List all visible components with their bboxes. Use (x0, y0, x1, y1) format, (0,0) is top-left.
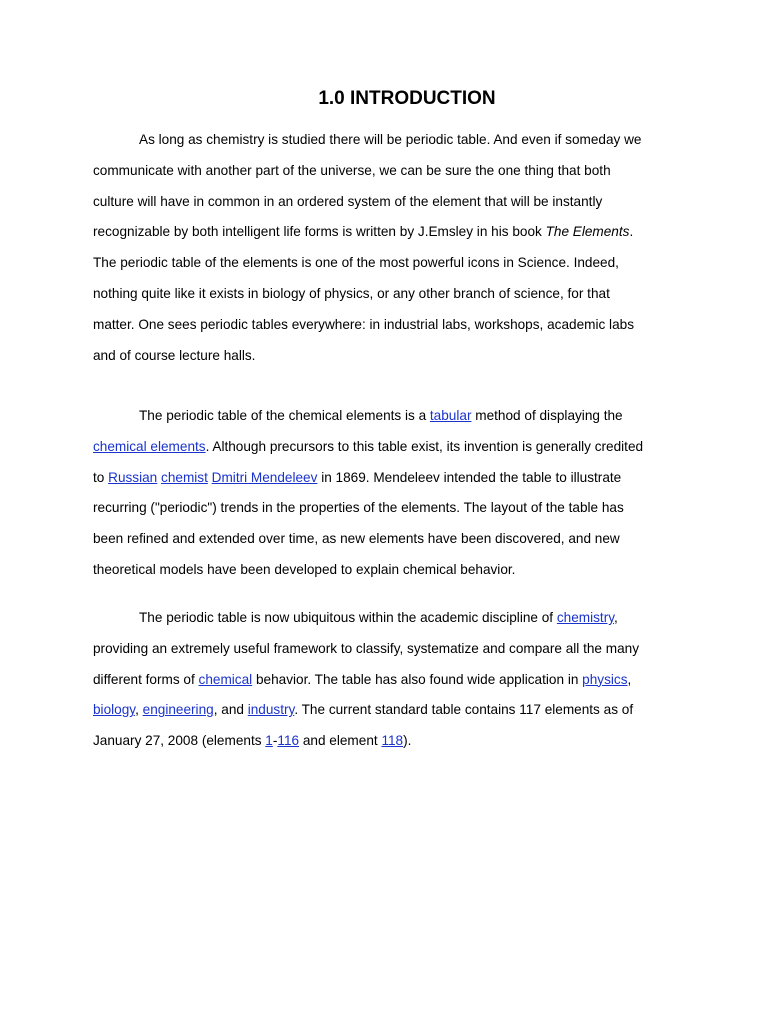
link-element-116[interactable]: 116 (277, 733, 300, 749)
text-segment: . (629, 224, 634, 240)
text-line: The periodic table of the elements is one of the most powerful icons in Science. Indeed, (93, 255, 619, 271)
link-chemical[interactable]: chemical (198, 671, 253, 687)
text-segment: in 1869. Mendeleev intended the table to illustrate (317, 469, 622, 485)
link-physics[interactable]: physics (582, 671, 628, 687)
link-element-1[interactable]: 1 (265, 733, 273, 749)
text-line (93, 665, 675, 696)
text-segment: The periodic table is now ubiquitous within the academic discipline of (139, 610, 557, 625)
text-segment: The periodic table of the chemical elements is a (139, 408, 430, 423)
text-segment: recognizable by both intelligent life forms is written by J.Emsley in his book (93, 224, 546, 240)
text-segment: - (272, 733, 278, 749)
text-segment: behavior. The table has also found wide application in (252, 671, 583, 687)
link-biology[interactable]: biology (93, 702, 136, 718)
text-segment: to (93, 469, 109, 485)
text-line (93, 463, 675, 494)
paragraph-applications (93, 603, 675, 757)
link-chemistry[interactable]: chemistry (556, 610, 615, 625)
text-line: matter. One sees periodic tables everywhere: in industrial labs, workshops, academic labs (93, 316, 634, 332)
text-line: and of course lecture halls. (93, 347, 256, 363)
link-chemist[interactable]: chemist (161, 469, 208, 485)
text-line (93, 695, 675, 726)
text-segment: . The current standard table contains 117 elements as of (294, 702, 634, 718)
text-line (93, 432, 675, 463)
text-line (93, 401, 675, 432)
link-dmitri-mendeleev[interactable]: Dmitri Mendeleev (211, 469, 318, 485)
text-segment: January 27, 2008 (elements (93, 733, 266, 749)
link-element-118[interactable]: 118 (381, 733, 404, 749)
page-title: 1.0 INTRODUCTION (318, 88, 496, 109)
text-segment: , (627, 671, 632, 687)
text-line (93, 603, 675, 634)
text-line (93, 726, 675, 757)
text-line: nothing quite like it exists in biology of physics, or any other branch of science, for that (93, 285, 610, 301)
text-segment: and element (299, 733, 382, 749)
text-line: As long as chemistry is studied there will be periodic table. And even if someday we (139, 132, 642, 147)
text-segment: , (614, 610, 618, 625)
text-line: culture will have in common in an ordered system of the element that will be instantly (93, 193, 603, 209)
text-segment: ). (403, 733, 412, 749)
text-line: theoretical models have been developed to explain chemical behavior. (93, 561, 516, 577)
paragraph-intro (93, 125, 675, 371)
text-segment: , and (213, 702, 248, 718)
link-russian[interactable]: Russian (108, 469, 158, 485)
text-segment: different forms of (93, 671, 199, 687)
paragraph-periodic-table (93, 401, 675, 586)
text-line (93, 217, 675, 248)
text-segment: method of displaying the (471, 408, 623, 423)
text-line: communicate with another part of the universe, we can be sure the one thing that both (93, 162, 611, 178)
link-tabular[interactable]: tabular (429, 408, 472, 423)
link-chemical-elements[interactable]: chemical elements (93, 438, 206, 454)
text-segment: , (135, 702, 139, 718)
text-line: recurring ("periodic") trends in the properties of the elements. The layout of the table has (93, 500, 624, 516)
link-engineering[interactable]: engineering (142, 702, 214, 718)
text-line: been refined and extended over time, as new elements have been discovered, and new (93, 531, 620, 547)
text-line: providing an extremely useful framework to classify, systematize and compare all the many (93, 640, 639, 656)
text-segment: . Although precursors to this table exist, its invention is generally credited (205, 438, 644, 454)
link-industry[interactable]: industry (247, 702, 295, 718)
book-title: The Elements (545, 224, 630, 240)
